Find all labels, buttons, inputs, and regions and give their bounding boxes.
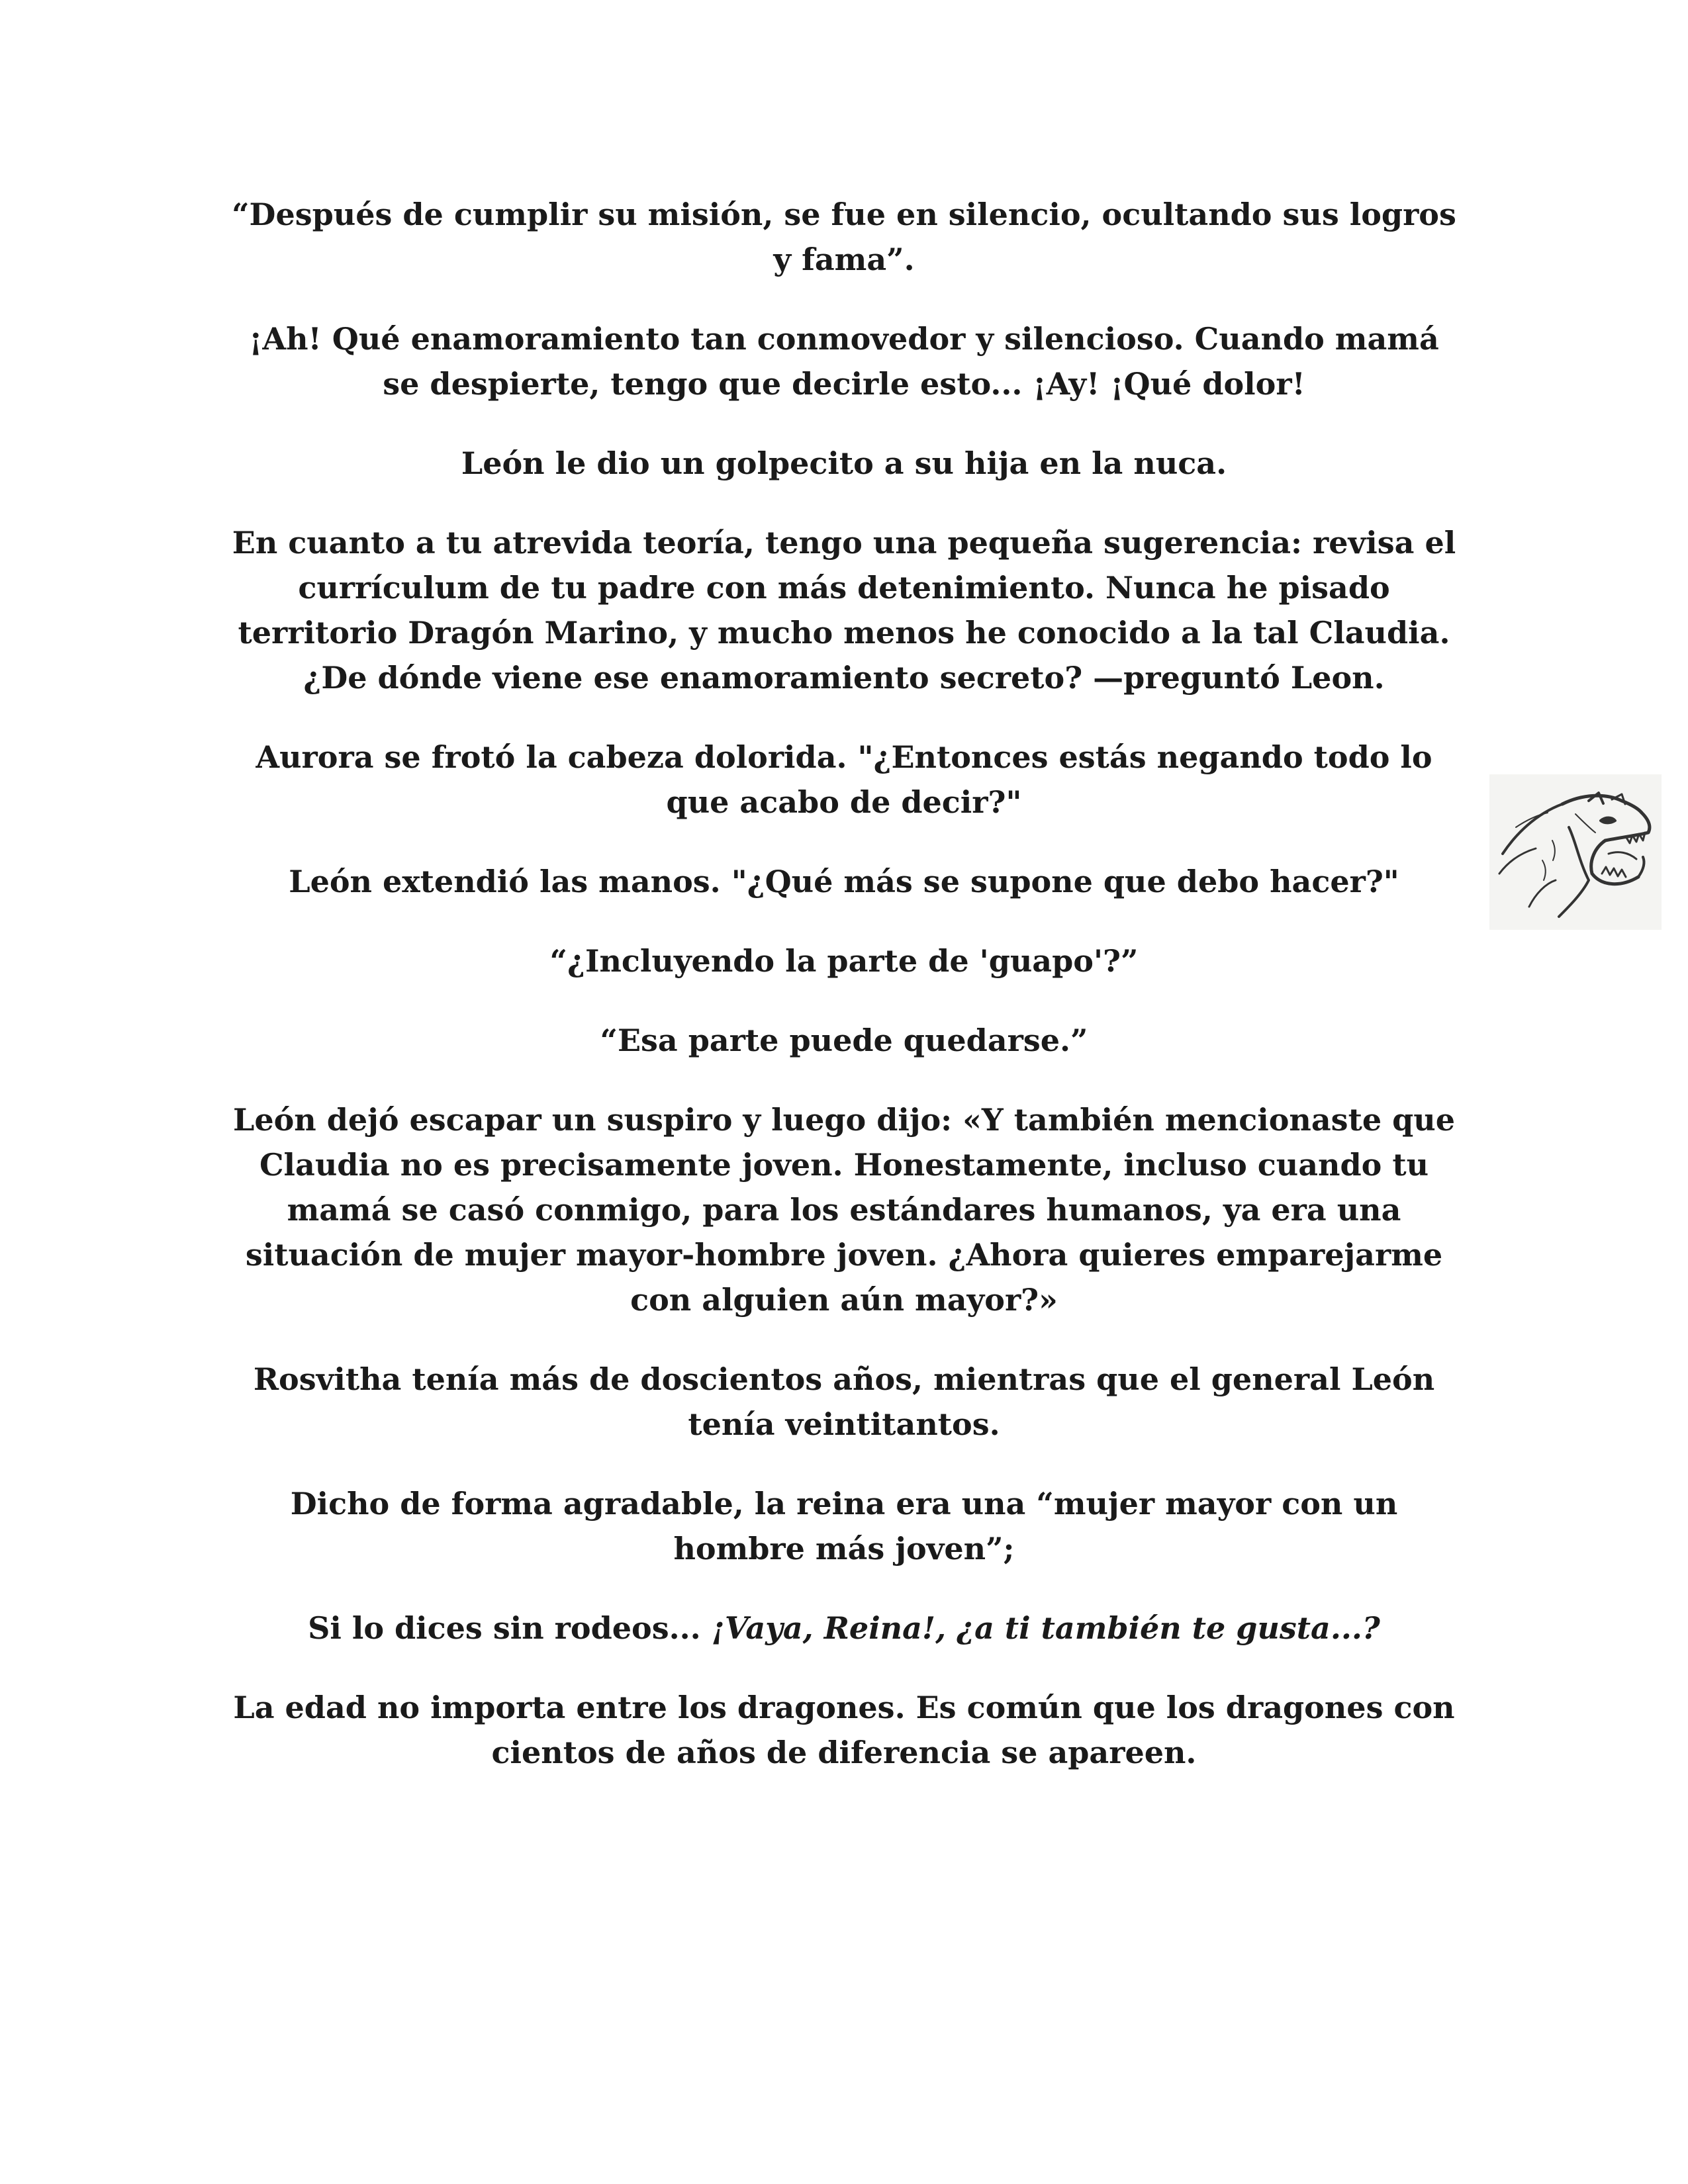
paragraph-italic-text: ¡Vaya, Reina!, ¿a ti también te gusta...? (711, 1610, 1380, 1646)
paragraph: “¿Incluyendo la parte de 'guapo'?” (549, 943, 1139, 979)
paragraph: “Después de cumplir su misión, se fue en silencio, ocultando sus logros y fama”. (232, 197, 1456, 277)
paragraph: León dejó escapar un suspiro y luego dijo: «Y también mencionaste que Claudia no es precisamente joven. Honestamente, incluso cuando tu mamá se casó conmigo, para los estándares humanos, ya era una situación de mujer mayor-hombre joven. ¿Ahora quieres emparejarme con alguien aún mayor?» (233, 1102, 1455, 1318)
document-page (232, 192, 1456, 1809)
paragraph: En cuanto a tu atrevida teoría, tengo una pequeña sugerencia: revisa el currículum de tu padre con más detenimiento. Nunca he pisado territorio Dragón Marino, y mucho menos he conocido a la tal Claudia. ¿De dónde viene ese enamoramiento secreto? —preguntó Leon. (232, 525, 1456, 696)
paragraph-text: Si lo dices sin rodeos... (308, 1610, 712, 1646)
paragraph: León le dio un golpecito a su hija en la nuca. (461, 445, 1227, 481)
paragraph: Aurora se frotó la cabeza dolorida. "¿Entonces estás negando todo lo que acabo de decir?" (256, 739, 1432, 820)
dragon-head-sketch-icon (1489, 774, 1662, 930)
paragraph: Rosvitha tenía más de doscientos años, mientras que el general León tenía veintitantos. (253, 1361, 1435, 1442)
paragraph-mixed (232, 1606, 1456, 1651)
paragraph: Dicho de forma agradable, la reina era una “mujer mayor con un hombre más joven”; (290, 1486, 1398, 1567)
paragraph: León extendió las manos. "¿Qué más se supone que debo hacer?" (289, 864, 1399, 899)
paragraph: ¡Ah! Qué enamoramiento tan conmovedor y silencioso. Cuando mamá se despierte, tengo que decirle esto... ¡Ay! ¡Qué dolor! (249, 321, 1439, 402)
paragraph: “Esa parte puede quedarse.” (600, 1023, 1088, 1058)
paragraph: La edad no importa entre los dragones. Es común que los dragones con cientos de años de diferencia se apareen. (233, 1690, 1455, 1770)
